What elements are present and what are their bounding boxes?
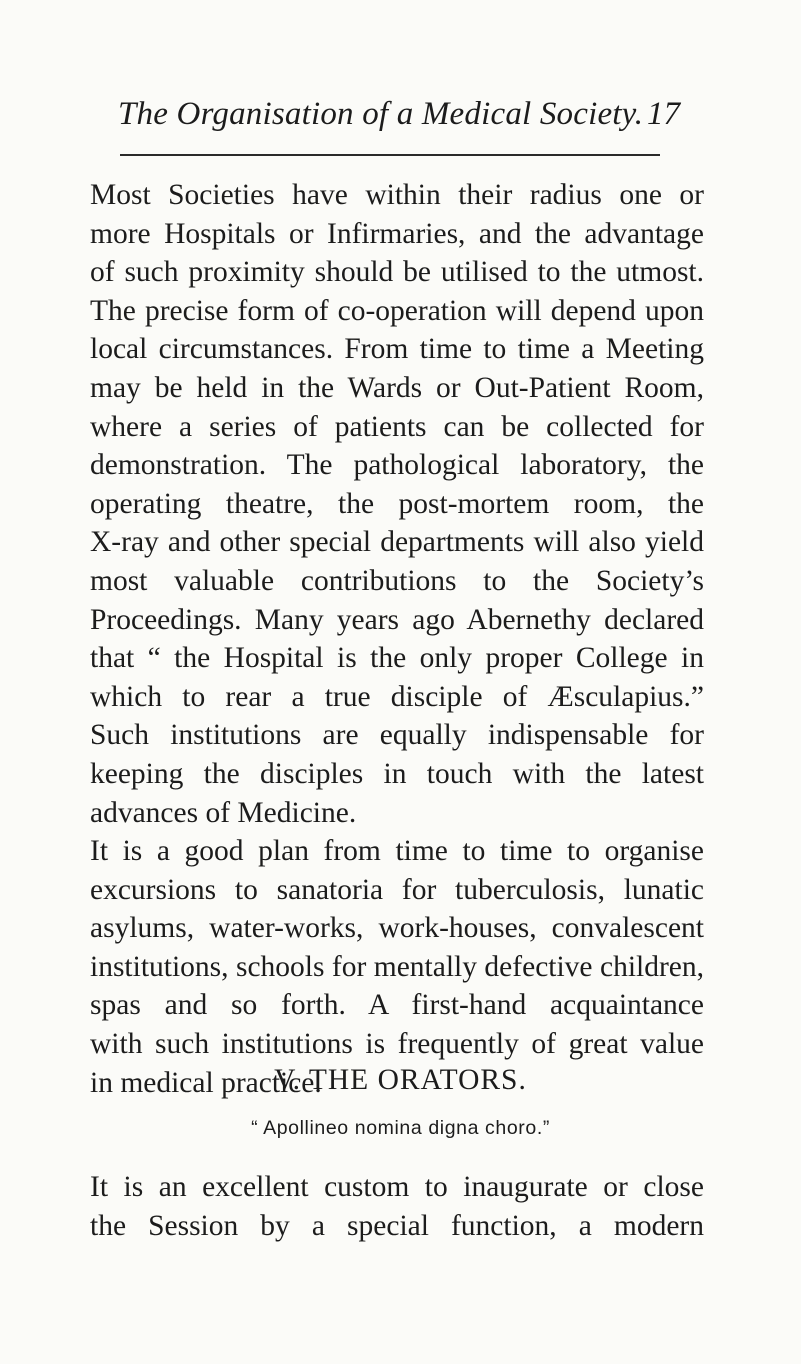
running-title: The Organisation of a Medical Society.	[118, 96, 644, 132]
text-line: may be held in the Wards or Out-Patient Room,	[90, 371, 704, 404]
text-line: with such institutions is frequently of great value	[90, 1027, 704, 1060]
epigraph: “ Apollineo nomina digna choro.”	[251, 1117, 550, 1139]
text-line: operating theatre, the post-mortem room, the	[90, 487, 704, 520]
text-line: Most Societies have within their radius one or	[90, 179, 704, 211]
section-heading: V. THE ORATORS.	[274, 1064, 527, 1096]
text-line: the Session by a special function, a modern	[90, 1209, 704, 1242]
text-line: The precise form of co-operation will depend upon	[90, 294, 704, 327]
text-line: most valuable contributions to the Society’s	[90, 564, 704, 597]
text-line: excursions to sanatoria for tuberculosis, lunatic	[90, 873, 704, 906]
text-line: which to rear a true disciple of Æsculapius.”	[90, 680, 704, 713]
text-line: It is an excellent custom to inaugurate or close	[90, 1171, 704, 1203]
text-line: demonstration. The pathological laboratory, the	[90, 449, 704, 482]
text-line: institutions, schools for mentally defective children,	[90, 950, 704, 983]
text-line: advances of Medicine.	[90, 796, 357, 829]
page-number: 17	[647, 96, 680, 132]
text-line: that “ the Hospital is the only proper College in	[90, 642, 704, 675]
text-line: X-ray and other special departments will also yield	[90, 526, 704, 559]
text-line: asylums, water-works, work-houses, convalescent	[90, 912, 704, 945]
paragraph-session	[90, 1168, 704, 1245]
paragraph-hospitals	[90, 176, 704, 832]
text-line: It is a good plan from time to time to organise	[90, 835, 704, 867]
text-line: spas and so forth. A first-hand acquaintance	[90, 989, 704, 1022]
text-line: in medical practice.	[90, 1066, 322, 1099]
text-line: where a series of patients can be collected for	[90, 410, 704, 443]
text-line: of such proximity should be utilised to the utmost.	[90, 256, 704, 289]
text-line: more Hospitals or Infirmaries, and the advantage	[90, 217, 704, 250]
text-line: keeping the disciples in touch with the latest	[90, 757, 704, 790]
header-rule	[120, 154, 660, 156]
paragraph-excursions	[90, 832, 704, 1102]
text-line: Proceedings. Many years ago Abernethy declared	[90, 603, 704, 636]
page-header	[118, 96, 680, 136]
text-line: Such institutions are equally indispensable for	[90, 719, 704, 752]
text-line: local circumstances. From time to time a Meeting	[90, 333, 704, 366]
